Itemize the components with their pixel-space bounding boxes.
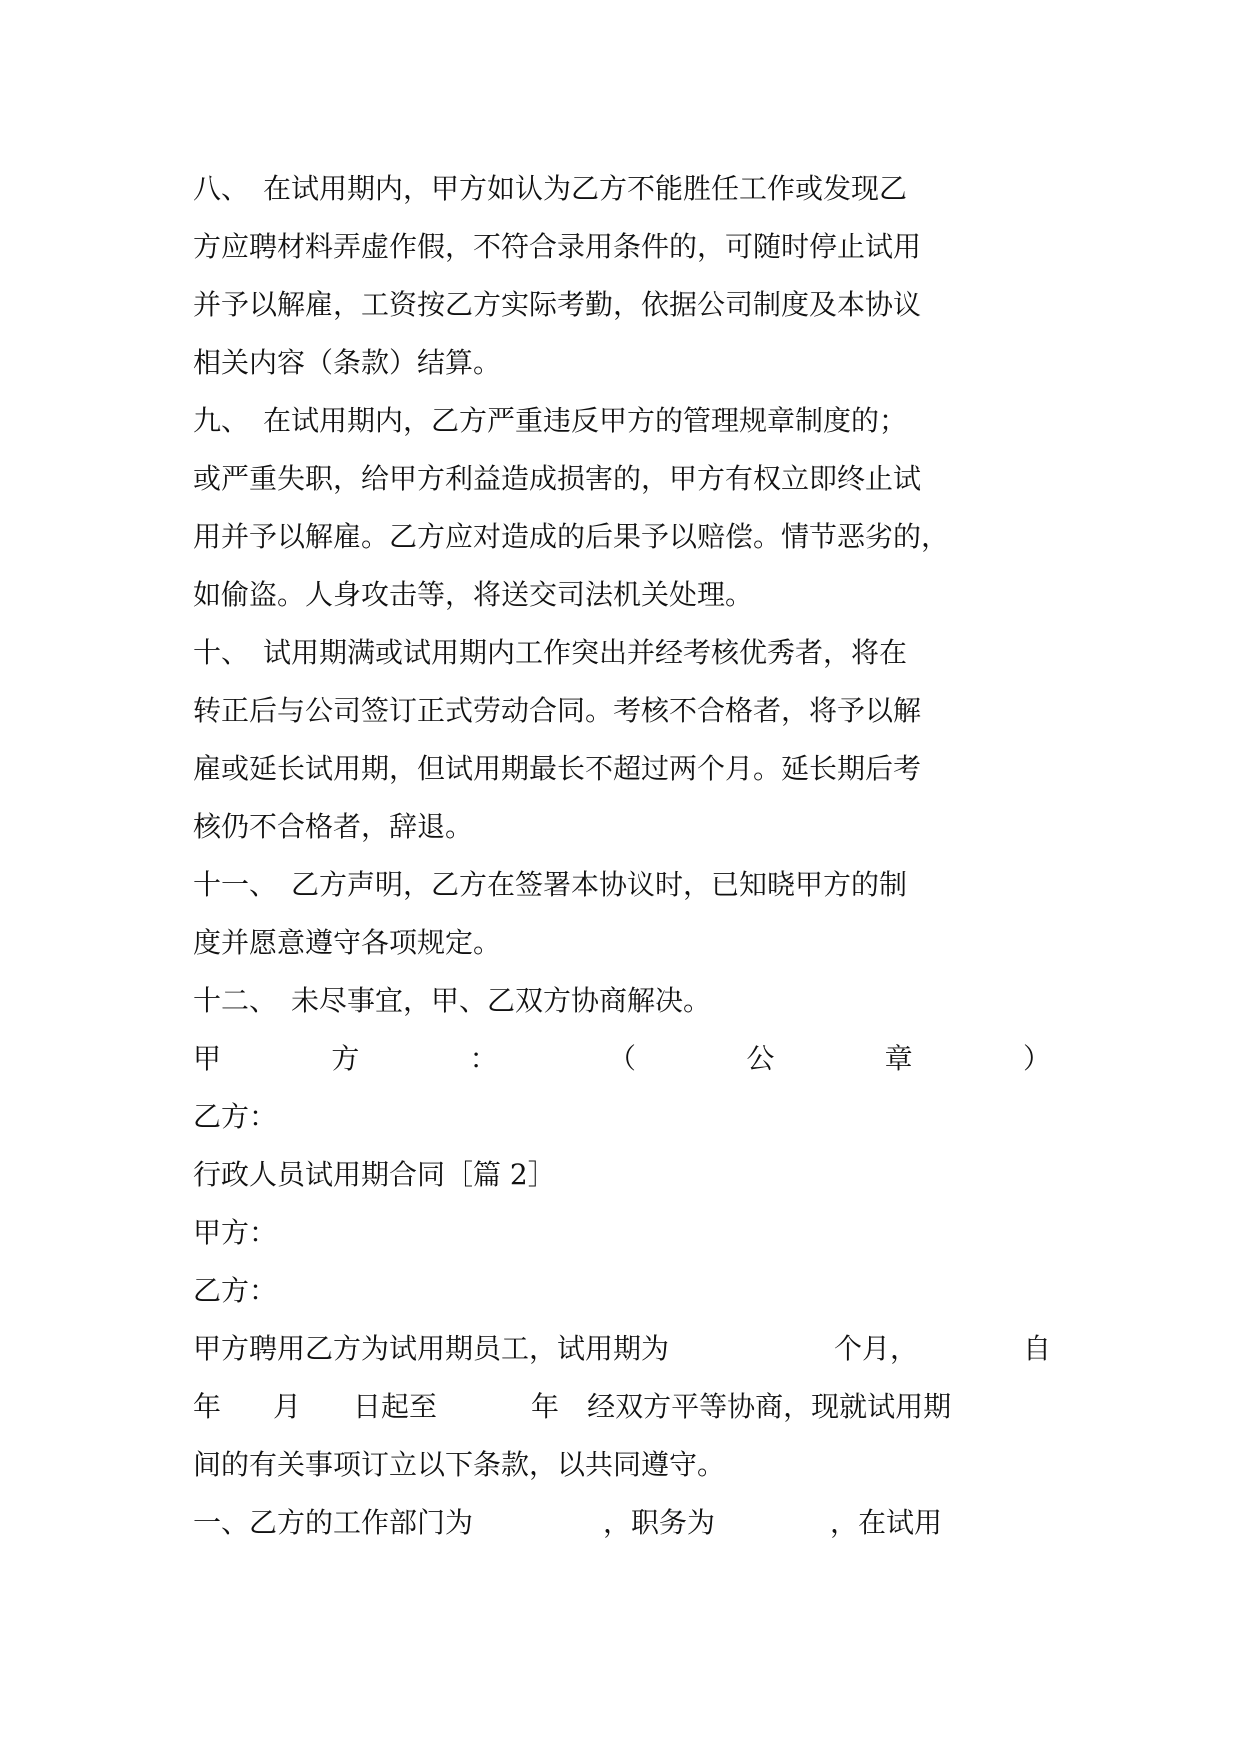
intro-line-1 (193, 1320, 1051, 1378)
seal-char: （ (607, 1042, 636, 1075)
clause-1-line (193, 1494, 1051, 1552)
party-b-signature: 乙方： (193, 1100, 278, 1133)
text-line: 十一、 乙方声明，乙方在签署本协议时，已知晓甲方的制 (193, 868, 908, 901)
intro-text: 自 (1022, 1332, 1051, 1365)
seal-char: 章 (884, 1042, 913, 1075)
text-line: 用并予以解雇。乙方应对造成的后果予以赔偿。情节恶劣的， (193, 520, 950, 553)
party-b-label: 乙方： (193, 1274, 278, 1307)
intro-text: 月 (273, 1390, 302, 1423)
intro-line-2 (193, 1378, 1051, 1436)
seal-char: 公 (746, 1042, 775, 1075)
section-title: 行政人员试用期合同［篇 2］ (193, 1158, 556, 1191)
clause-text: ，职务为 (603, 1506, 716, 1539)
text-line: 度并愿意遵守各项规定。 (193, 926, 502, 959)
text-line: 方应聘材料弄虚作假，不符合录用条件的，可随时停止试用 (193, 230, 922, 263)
intro-text: 经双方平等协商，现就试用期 (587, 1390, 952, 1423)
seal-line (193, 1030, 1051, 1088)
text-line: 转正后与公司签订正式劳动合同。考核不合格者，将予以解 (193, 694, 922, 727)
intro-text: 日起至 (353, 1390, 438, 1423)
text-line: 九、 在试用期内，乙方严重违反甲方的管理规章制度的； (193, 404, 908, 437)
seal-char: ） (1022, 1042, 1051, 1075)
text-line: 核仍不合格者，辞退。 (193, 810, 474, 843)
text-line: 八、 在试用期内，甲方如认为乙方不能胜任工作或发现乙 (193, 172, 908, 205)
intro-text: 甲方聘用乙方为试用期员工，试用期为 (193, 1332, 670, 1365)
seal-char: ： (469, 1042, 498, 1075)
seal-char: 方 (331, 1042, 360, 1075)
intro-text: 个月， (833, 1332, 918, 1365)
seal-char: 甲 (193, 1042, 222, 1075)
text-line: 如偷盗。人身攻击等，将送交司法机关处理。 (193, 578, 754, 611)
text-line: 十二、 未尽事宜，甲、乙双方协商解决。 (193, 984, 712, 1017)
text-line: 十、 试用期满或试用期内工作突出并经考核优秀者，将在 (193, 636, 908, 669)
document-page (193, 160, 1051, 1552)
text-line: 雇或延长试用期，但试用期最长不超过两个月。延长期后考 (193, 752, 922, 785)
text-line: 并予以解雇，工资按乙方实际考勤，依据公司制度及本协议 (193, 288, 922, 321)
intro-line-3: 间的有关事项订立以下条款，以共同遵守。 (193, 1448, 726, 1481)
text-line: 相关内容（条款）结算。 (193, 346, 502, 379)
party-a-label: 甲方： (193, 1216, 278, 1249)
intro-text: 年 (193, 1390, 222, 1423)
clause-text: 一、乙方的工作部门为 (193, 1506, 474, 1539)
intro-text: 年 (531, 1390, 560, 1423)
clause-text: ，在试用 (830, 1506, 943, 1539)
text-line: 或严重失职，给甲方利益造成损害的，甲方有权立即终止试 (193, 462, 922, 495)
